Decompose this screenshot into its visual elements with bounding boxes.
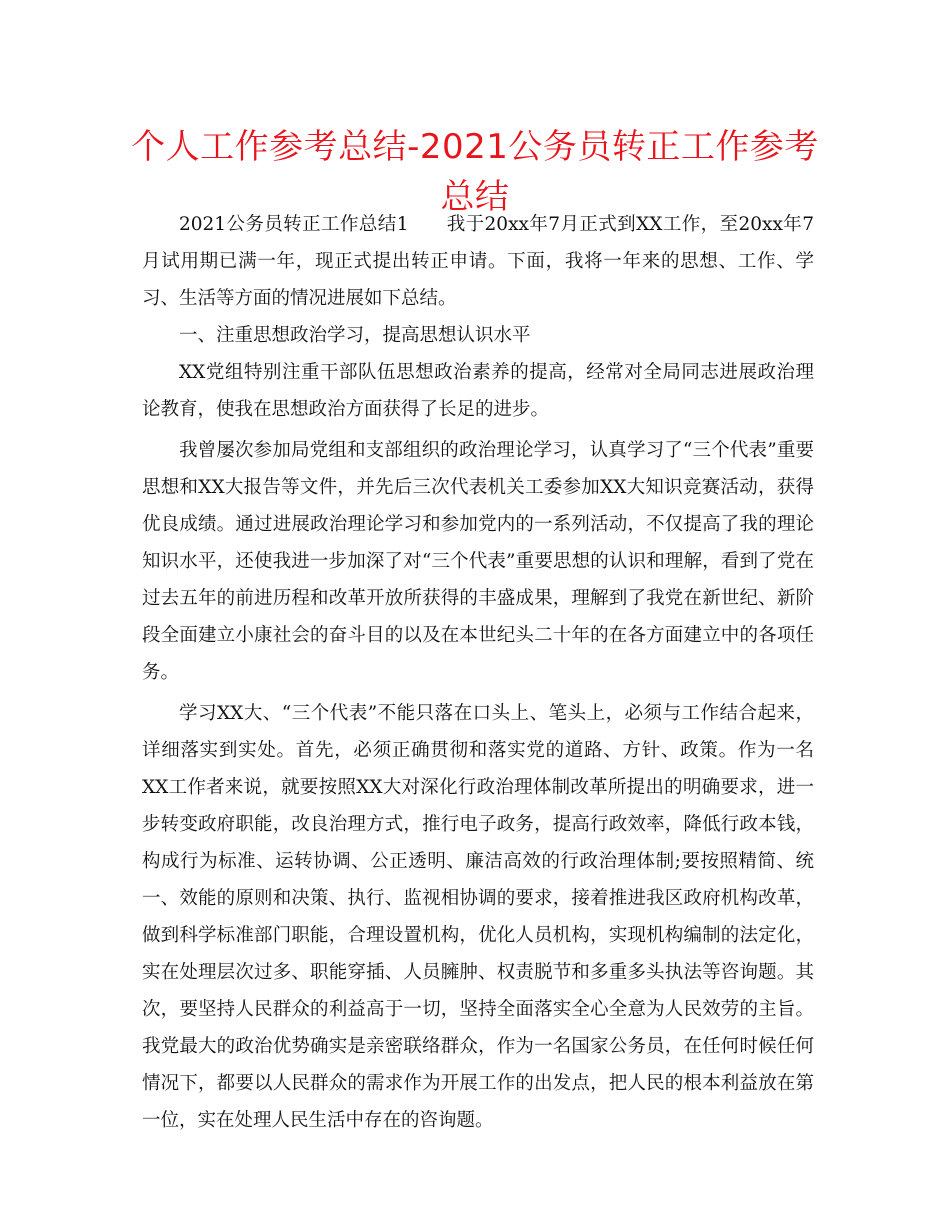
paragraph-practice: 学习XX大、“三个代表”不能只落在口头上、笔头上，必须与工作结合起来，详细落实到实处。首先，必须正确贯彻和落实党的道路、方针、政策。作为一名XX工作者来说，就要按照XX大对深化行政治理体制改革所提出的明确要求，进一步转变政府职能，改良治理方式，推行电子政务，提高行政效率，降低行政本钱，构成行为标准、运转协调、公正透明、廉洁高效的行政治理体制;要按照精简、统一、效能的原则和决策、执行、监视相协调的要求，接着推进我区政府机构改革，做到科学标准部门职能，合理设置机构，优化人员机构，实现机构编制的法定化，实在处理层次过多、职能穿插、人员臃肿、权责脱节和多重多头执法等咨询题。其次，要坚持人民群众的利益高于一切，坚持全面落实全心全意为人民效劳的主旨。我党最大的政治优势确实是亲密联络群众，作为一名国家公务员，在任何时候任何情况下，都要以人民群众的需求作为开展工作的出发点，把人民的根本利益放在第一位，实在处理人民生活中存在的咨询题。 bbox=[142, 703, 814, 1131]
paragraph-intro: 2021公务员转正工作总结1 我于20xx年7月正式到XX工作，至20xx年7月试用期已满一年，现正式提出转正申请。下面，我将一年来的思想、工作、学习、生活等方面的情况进展如下总结。 bbox=[142, 214, 814, 309]
section-heading-1: 一、注重思想政治学习，提高思想认识水平 bbox=[179, 325, 531, 346]
document-title: 个人工作参考总结-2021公务员转正工作参考总结 bbox=[131, 127, 819, 217]
document-body bbox=[142, 206, 814, 1139]
paragraph-party-education: XX党组特别注重干部队伍思想政治素养的提高，经常对全局同志进展政治理论教育，使我在思想政治方面获得了长足的进步。 bbox=[142, 362, 814, 420]
paragraph-theory-study: 我曾屡次参加局党组和支部组织的政治理论学习，认真学习了“三个代表”重要思想和XX大报告等文件，并先后三次代表机关工委参加XX大知识竞赛活动，获得优良成绩。通过进展政治理论学习和参加党内的一系列活动，不仅提高了我的理论知识水平，还使我进一步加深了对“三个代表”重要思想的认识和理解，看到了党在过去五年的前进历程和改革开放所获得的丰盛成果，理解到了我党在新世纪、新阶段全面建立小康社会的奋斗目的以及在本世纪头二十年的在各方面建立中的各项任务。 bbox=[142, 440, 814, 683]
